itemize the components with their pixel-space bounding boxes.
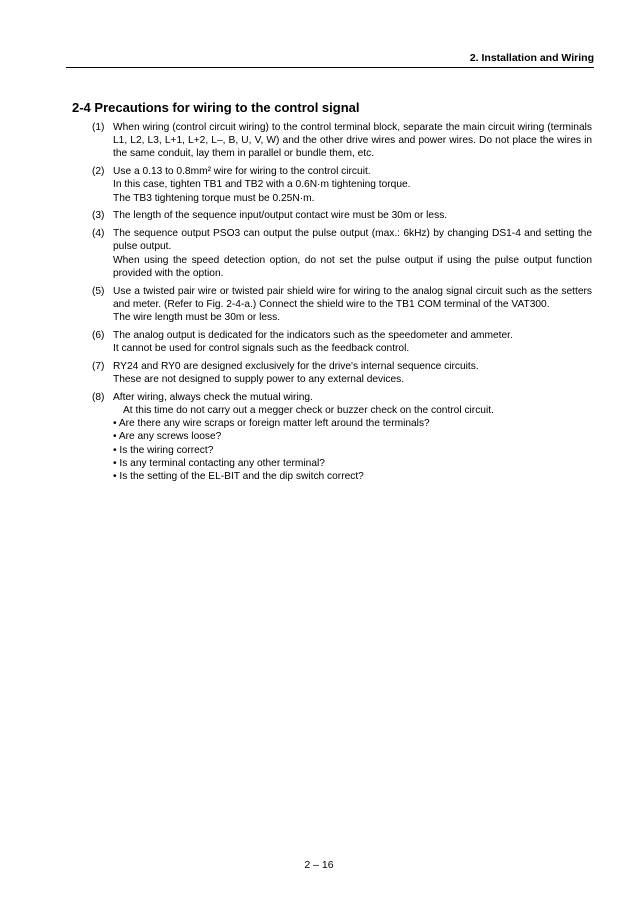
checklist-item: • Are any screws loose?	[113, 431, 222, 443]
item-number: (3)	[92, 210, 105, 222]
item-line: At this time do not carry out a megger check or buzzer check on the control circuit.	[123, 405, 494, 417]
item-text	[113, 165, 592, 205]
checklist-item: • Is the wiring correct?	[113, 444, 214, 456]
list-item	[92, 360, 592, 386]
item-text	[113, 360, 592, 386]
item-text	[113, 329, 592, 355]
item-line: RY24 and RY0 are designed exclusively for the drive's internal sequence circuits.	[113, 360, 479, 372]
item-line: The analog output is dedicated for the indicators such as the speedometer and ammeter.	[113, 329, 513, 341]
checklist-item: • Is the setting of the EL-BIT and the dip switch correct?	[113, 471, 364, 483]
list-item	[92, 121, 592, 161]
list-item	[92, 329, 592, 355]
item-line: The wire length must be 30m or less.	[113, 312, 281, 324]
item-line: After wiring, always check the mutual wiring.	[113, 391, 313, 403]
list-item	[92, 391, 592, 483]
item-number: (1)	[92, 122, 105, 133]
precaution-list	[92, 121, 592, 488]
checklist-item: • Is any terminal contacting any other terminal?	[113, 457, 325, 469]
list-item	[92, 227, 592, 280]
item-text	[113, 391, 592, 483]
page-number: 2 – 16	[304, 859, 334, 871]
item-number: (4)	[92, 228, 105, 240]
list-item	[92, 165, 592, 205]
item-line: Use a 0.13 to 0.8mm² wire for wiring to the control circuit.	[113, 166, 371, 178]
checklist-item: • Are there any wire scraps or foreign matter left around the terminals?	[113, 418, 430, 430]
item-line: The sequence output PSO3 can output the pulse output (max.: 6kHz) by changing DS1-4 and setting the pulse output.	[113, 228, 592, 253]
header-rule	[66, 67, 594, 68]
list-item	[92, 285, 592, 325]
section-title: 2-4 Precautions for wiring to the control signal	[72, 100, 360, 115]
item-number: (7)	[92, 360, 105, 372]
item-line: These are not designed to supply power to any external devices.	[113, 374, 405, 386]
item-text	[113, 209, 592, 222]
item-line: When wiring (control circuit wiring) to the control terminal block, separate the main circuit wiring (terminals L1, L2, L3, L+1, L+2, L–, B, U, V, W) and the other drive wires and power wires. Do not place the wires in the same conduit, lay them in parallel or bundle them, etc.	[113, 122, 592, 160]
item-text	[113, 285, 592, 325]
item-line: In this case, tighten TB1 and TB2 with a 0.6N·m tightening torque.	[113, 179, 411, 191]
list-item	[92, 209, 592, 222]
item-line: It cannot be used for control signals such as the feedback control.	[113, 343, 410, 355]
item-line: When using the speed detection option, do not set the pulse output if using the pulse output function provided with the option.	[113, 254, 592, 279]
item-text	[113, 121, 592, 161]
item-number: (2)	[92, 166, 105, 178]
item-number: (6)	[92, 329, 105, 341]
item-line: Use a twisted pair wire or twisted pair shield wire for wiring to the analog signal circuit such as the setters and meter. (Refer to Fig. 2-4-a.) Connect the shield wire to the TB1 COM terminal of the VAT300.	[113, 285, 592, 310]
item-line: The length of the sequence input/output contact wire must be 30m or less.	[113, 210, 448, 222]
item-number: (8)	[92, 391, 105, 403]
item-text	[113, 227, 592, 280]
running-header: 2. Installation and Wiring	[469, 52, 594, 64]
item-line: The TB3 tightening torque must be 0.25N·m.	[113, 192, 315, 204]
item-number: (5)	[92, 285, 105, 297]
